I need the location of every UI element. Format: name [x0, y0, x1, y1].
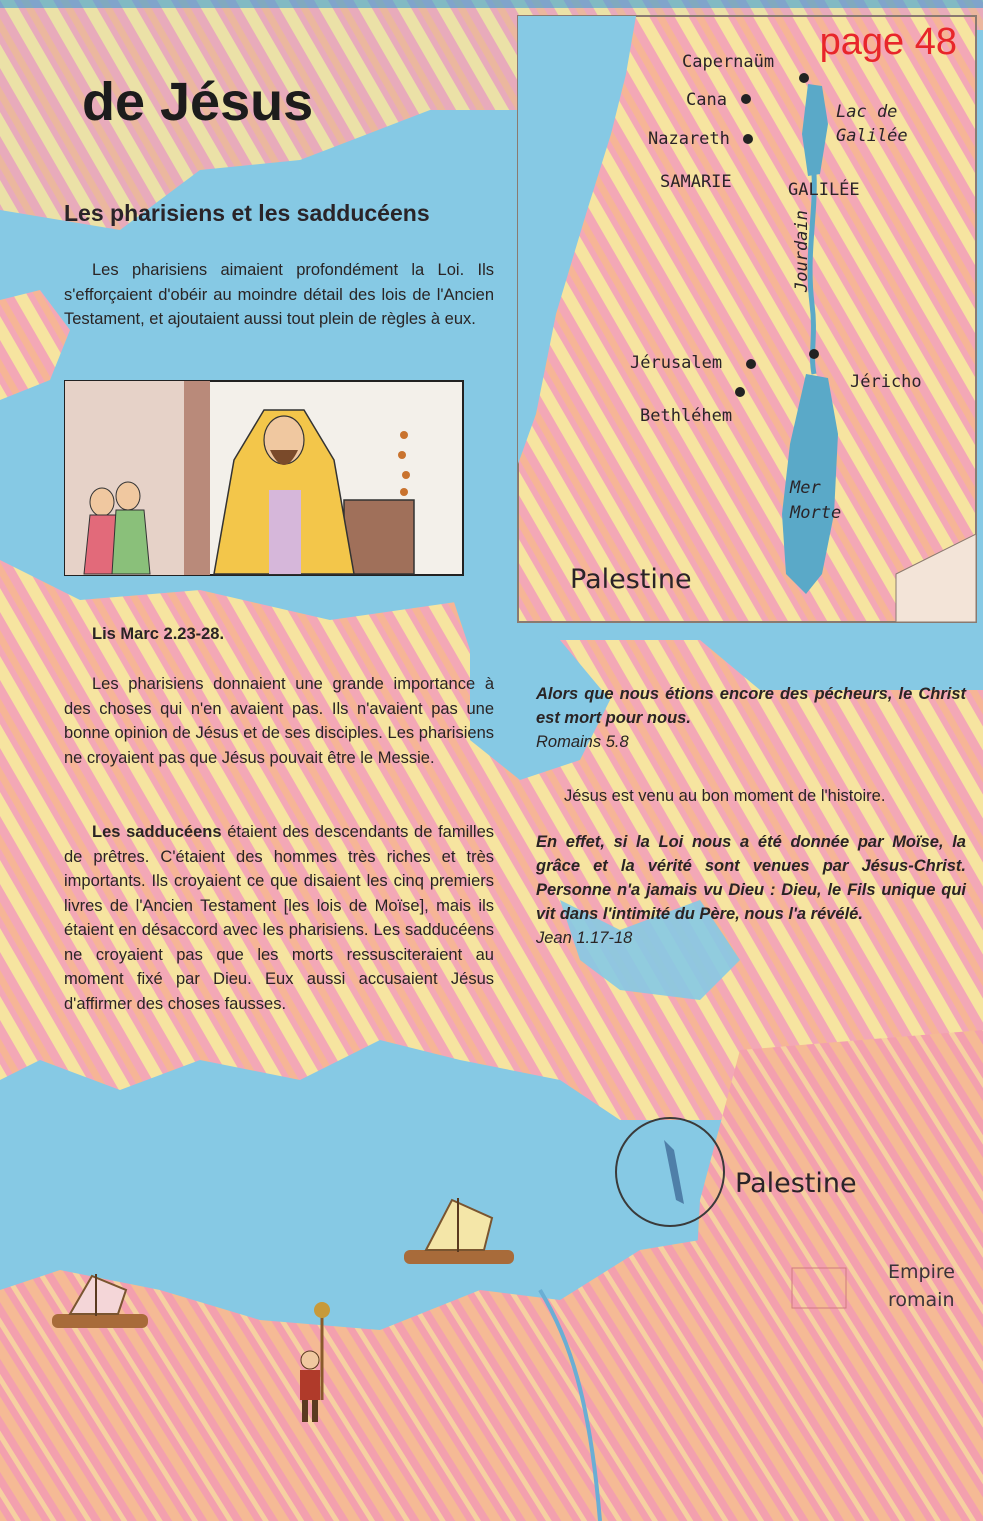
label-galilee: GALILÉE — [788, 180, 860, 200]
jericho-dot — [809, 349, 819, 359]
legend-line2: romain — [888, 1289, 955, 1311]
inset-region-label: Palestine — [570, 564, 692, 595]
label-lac-line2: Galilée — [836, 126, 908, 146]
label-jerusalem: Jérusalem — [630, 353, 723, 373]
quote-jean — [536, 830, 966, 950]
paragraph-importance: Les pharisiens donnaient une grande importance à des choses qui n'en avaient pas. Ils n'avaient pas une bonne opinion de Jésus et de ses disciples. Les pharisiens ne croyaient pas que Jésus pouvait être le Messie. — [64, 675, 494, 767]
pharisee-illustration — [64, 380, 464, 576]
section-heading: Les pharisiens et les sadducéens — [64, 200, 430, 226]
quote-jean-ref: Jean 1.17-18 — [536, 929, 633, 947]
middle-text: Jésus est venu au bon moment de l'histoire. — [564, 787, 886, 805]
bigmap-region-label: Palestine — [735, 1168, 857, 1199]
label-cana: Cana — [686, 90, 727, 110]
label-samarie: SAMARIE — [660, 172, 732, 192]
capernaum-dot — [799, 73, 809, 83]
label-bethlehem: Bethléhem — [640, 406, 733, 426]
quote-romains-ref: Romains 5.8 — [536, 733, 629, 751]
inset-map — [516, 14, 978, 626]
cana-dot — [741, 94, 751, 104]
label-nazareth: Nazareth — [648, 129, 730, 149]
label-lac-line1: Lac de — [836, 102, 898, 122]
label-mer-line2: Morte — [790, 503, 842, 523]
label-capernaum: Capernaüm — [682, 52, 775, 72]
sadduceens-term: Les sadducéens — [92, 823, 222, 841]
legend-label — [888, 1258, 955, 1314]
label-jourdain: Jourdain — [792, 210, 812, 292]
jerusalem-dot — [746, 359, 756, 369]
read-reference: Lis Marc 2.23-28. — [92, 625, 225, 643]
quote-jean-text: En effet, si la Loi nous a été donnée par Moïse, la grâce et la vérité sont venues par Jésus-Christ. Personne n'a jamais vu Dieu : Dieu, le Fils unique qui vit dans l'intimité du Père, nous l'a révélé. — [536, 833, 966, 923]
bethlehem-dot — [735, 387, 745, 397]
quote-romains — [536, 682, 966, 754]
legend-line1: Empire — [888, 1261, 955, 1283]
label-mer-line1: Mer — [790, 478, 821, 498]
paragraph-pharisiens: Les pharisiens aimaient profondément la Loi. Ils s'efforçaient d'obéir au moindre détail des lois de l'Ancien Testament, et ajoutaient aussi tout plein de règles à eux. — [64, 261, 494, 328]
page-title: de Jésus — [82, 72, 314, 132]
paragraph-sadduceens: Les sadducéens étaient des descendants de familles de prêtres. C'étaient des hommes très riches et très importants. Ils croyaient ce que disaient les cinq premiers livres de l'Ancien Testament [les lois de Moïse], mais ils étaient en désaccord avec les pharisiens. Les sadducéens ne croyaient pas que les morts ressusciteraient au moment fixé par Dieu. Eux aussi accusaient Jésus d'affirmer des choses fausses. — [64, 823, 495, 1013]
nazareth-dot — [743, 134, 753, 144]
page-tag: page 48 — [819, 21, 957, 63]
quote-romains-text: Alors que nous étions encore des pécheurs, le Christ est mort pour nous. — [536, 685, 966, 727]
label-jericho: Jéricho — [850, 372, 922, 392]
